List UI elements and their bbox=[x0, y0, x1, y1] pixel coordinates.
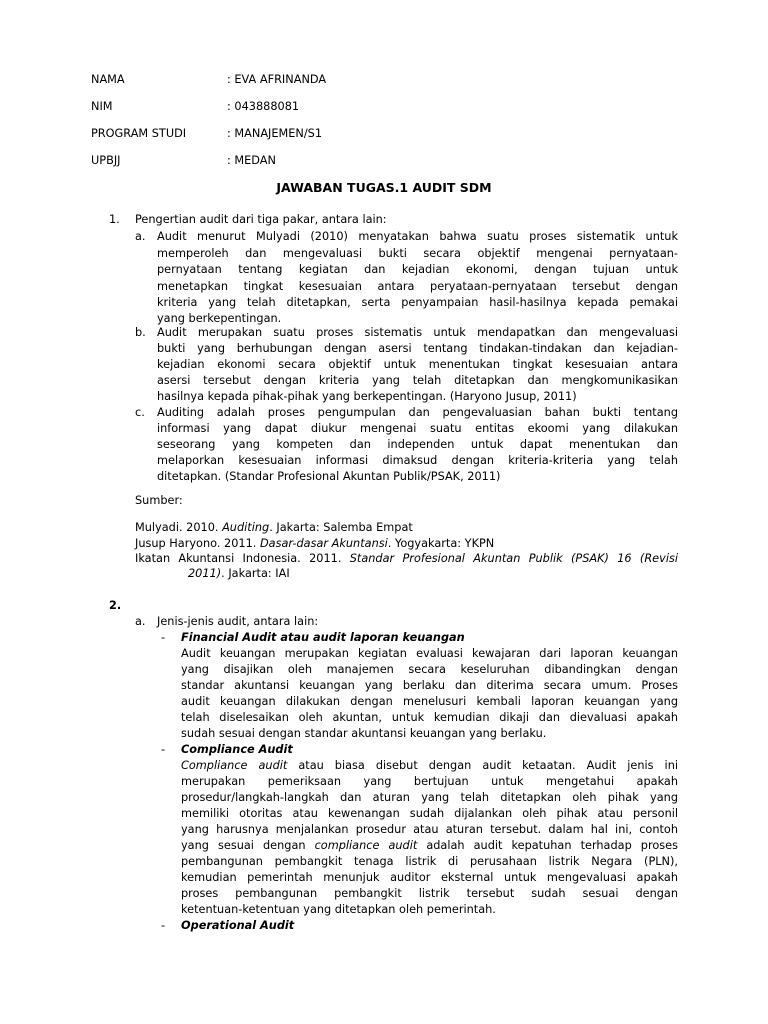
reference-entry-continued: 2011). Jakarta: IAI bbox=[188, 567, 290, 580]
paragraph-line: yang disajikan oleh manajemen secara keseluruhan dibandingkan dengan bbox=[181, 663, 678, 676]
bullet-dash: - bbox=[161, 743, 166, 756]
header-value: : EVA AFRINANDA bbox=[227, 73, 327, 86]
paragraph-line: informasi yang dapat diukur mengenai suatu entitas ekoomi yang dilakukan bbox=[157, 422, 678, 435]
header-label: PROGRAM STUDI bbox=[91, 127, 187, 140]
document-title: JAWABAN TUGAS.1 AUDIT SDM bbox=[276, 180, 492, 195]
paragraph-line: pernyataan tentang kegiatan dan kejadian ekonomi, dengan tujuan untuk bbox=[157, 263, 678, 276]
bullet-dash: - bbox=[161, 919, 166, 932]
paragraph-line: kejadian ekonomi secara objektif untuk menentukan tingkat kesesuaian antara bbox=[157, 358, 678, 371]
paragraph-line: Compliance audit atau biasa disebut dengan audit ketaatan. Audit jenis ini bbox=[181, 759, 678, 772]
paragraph-line: proses pembangunan pembangkit listrik tersebut sudah sesuai dengan bbox=[181, 887, 678, 900]
bullet-heading: Compliance Audit bbox=[181, 743, 293, 756]
paragraph-line: melaporkan kesesuaian informasi dimaksud dengan kriteria-kriteria yang telah bbox=[157, 454, 678, 467]
paragraph-line: yang berkepentingan. bbox=[157, 312, 282, 325]
bullet-heading: Operational Audit bbox=[181, 919, 295, 932]
paragraph-line: memiliki otoritas atau kewenangan sudah dijalankan oleh pihak atau personil bbox=[181, 807, 678, 820]
header-value: : MEDAN bbox=[227, 154, 276, 167]
paragraph-line: ditetapkan. (Standar Profesional Akuntan Publik/PSAK, 2011) bbox=[157, 470, 501, 483]
item-marker: a. bbox=[135, 230, 146, 243]
header-value: : 043888081 bbox=[227, 100, 300, 113]
paragraph-line: memperoleh dan mengevaluasi bukti secara objektif mengenai pernyataan- bbox=[157, 247, 678, 260]
question-intro: Pengertian audit dari tiga pakar, antara lain: bbox=[135, 213, 387, 226]
paragraph-line: bukti yang berhubungan dengan asersi tentang tindakan-tindakan dan kejadian- bbox=[157, 342, 678, 355]
paragraph-line: asersi tersebut dengan kriteria yang telah ditetapkan dan mengkomunikasikan bbox=[157, 374, 678, 387]
paragraph-line: yang harusnya menjalankan prosedur atau aturan tersebut. dalam hal ini, contoh bbox=[181, 823, 678, 836]
header-label: NIM bbox=[91, 100, 113, 113]
bullet-heading: Financial Audit atau audit laporan keuangan bbox=[181, 631, 465, 644]
paragraph-line: Audit menurut Mulyadi (2010) menyatakan bahwa suatu proses sistematik untuk bbox=[157, 230, 678, 243]
paragraph-line: Audit merupakan suatu proses sistematis untuk mendapatkan dan mengevaluasi bbox=[157, 326, 678, 339]
paragraph-line: standar akuntansi keuangan yang berlaku dan diterima secara umum. Proses bbox=[181, 679, 678, 692]
paragraph-line: Auditing adalah proses pengumpulan dan pengevaluasian bahan bukti tentang bbox=[157, 406, 678, 419]
sources-label: Sumber: bbox=[135, 494, 183, 507]
paragraph-line: sudah sesuai dengan standar akuntansi keuangan yang berlaku. bbox=[181, 727, 547, 740]
paragraph-line: kemudian pemerintah menunjuk auditor eksternal untuk mengevaluasi apakah bbox=[181, 871, 678, 884]
paragraph-line: kriteria yang telah ditetapkan, serta penyampaian hasil-hasilnya kepada pemakai bbox=[157, 296, 678, 309]
paragraph-line: pembangunan pembangkit tenaga listrik di perusahaan listrik Negara (PLN), bbox=[181, 855, 678, 868]
header-value: : MANAJEMEN/S1 bbox=[227, 127, 323, 140]
paragraph-line: yang sesuai dengan compliance audit adalah audit kepatuhan terhadap proses bbox=[181, 839, 678, 852]
header-label: NAMA bbox=[91, 73, 125, 86]
reference-entry: Ikatan Akuntansi Indonesia. 2011. Standar Profesional Akuntan Publik (PSAK) 16 (Revisi bbox=[135, 552, 678, 565]
question-intro: Jenis-jenis audit, antara lain: bbox=[157, 615, 319, 628]
paragraph-line: ketentuan-ketentuan yang ditetapkan oleh pemerintah. bbox=[181, 903, 496, 916]
paragraph-line: menetapkan tingkat kesesuaian antara peryataan-pernyataan tersebut dengan bbox=[157, 280, 678, 293]
question-number: 2. bbox=[109, 599, 122, 612]
paragraph-line: seseorang yang kompeten dan independen untuk dapat menentukan dan bbox=[157, 438, 678, 451]
paragraph-line: merupakan pemeriksaan yang bertujuan untuk mengetahui apakah bbox=[181, 775, 678, 788]
header-label: UPBJJ bbox=[91, 154, 121, 167]
item-marker: a. bbox=[135, 615, 146, 628]
reference-entry: Mulyadi. 2010. Auditing. Jakarta: Salemba Empat bbox=[135, 521, 413, 534]
item-marker: c. bbox=[135, 406, 145, 419]
paragraph-line: audit keuangan dilakukan dengan menelusuri kembali laporan keuangan yang bbox=[181, 695, 678, 708]
bullet-dash: - bbox=[161, 631, 166, 644]
reference-entry: Jusup Haryono. 2011. Dasar-dasar Akuntansi. Yogyakarta: YKPN bbox=[135, 537, 495, 550]
paragraph-line: prosedur/langkah-langkah dan aturan yang telah ditetapkan oleh pihak yang bbox=[181, 791, 678, 804]
paragraph-line: telah diselesaikan oleh akuntan, untuk kemudian dikaji dan dievaluasi apakah bbox=[181, 711, 678, 724]
item-marker: b. bbox=[135, 326, 146, 339]
paragraph-line: hasilnya kepada pihak-pihak yang berkepentingan. (Haryono Jusup, 2011) bbox=[157, 390, 577, 403]
paragraph-line: Audit keuangan merupakan kegiatan evaluasi kewajaran dari laporan keuangan bbox=[181, 647, 678, 660]
question-number: 1. bbox=[109, 213, 120, 226]
